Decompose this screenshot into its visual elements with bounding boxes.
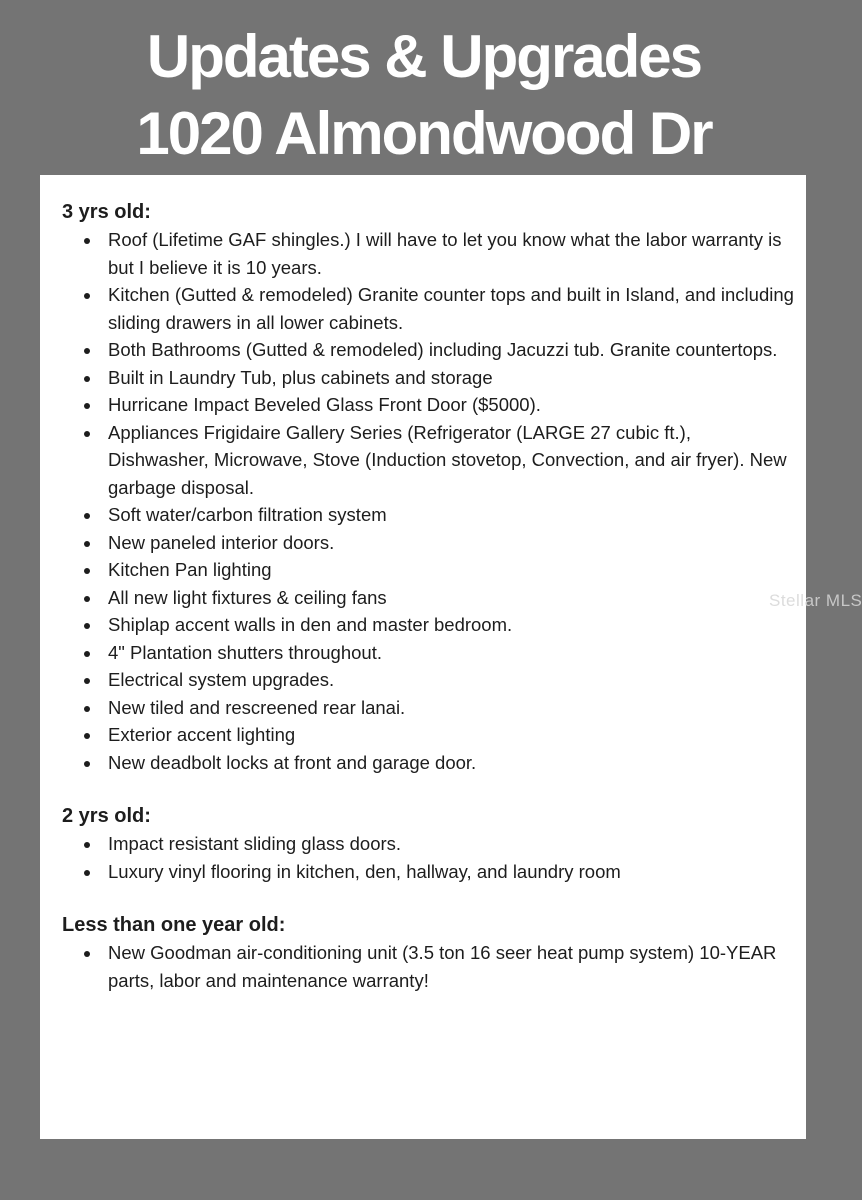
section-3-yrs-old bbox=[62, 198, 794, 776]
stellar-mls-watermark: Stellar MLS bbox=[769, 591, 862, 610]
section-less-than-one-year-old bbox=[62, 911, 794, 994]
upgrade-list bbox=[62, 830, 794, 885]
upgrade-item: • Kitchen Pan lighting bbox=[102, 556, 794, 584]
upgrade-item: • Luxury vinyl flooring in kitchen, den, hallway, and laundry room bbox=[102, 858, 794, 886]
flyer-title-line2: 1020 Almondwood Dr bbox=[136, 100, 712, 167]
section-heading: 3 yrs old: bbox=[62, 201, 151, 223]
upgrade-item: • Soft water/carbon filtration system bbox=[102, 501, 794, 529]
upgrade-item: • 4" Plantation shutters throughout. bbox=[102, 639, 794, 667]
upgrade-item: • All new light fixtures & ceiling fans bbox=[102, 584, 794, 612]
upgrade-item: • Kitchen (Gutted & remodeled) Granite counter tops and built in Island, and including sliding drawers in all lower cabinets. bbox=[102, 281, 794, 336]
upgrade-item: • New tiled and rescreened rear lanai. bbox=[102, 694, 794, 722]
content-card bbox=[40, 175, 806, 1139]
flyer-header bbox=[0, 0, 848, 172]
section-heading: 2 yrs old: bbox=[62, 805, 151, 827]
upgrade-item: • Built in Laundry Tub, plus cabinets and storage bbox=[102, 364, 794, 392]
upgrade-list bbox=[62, 939, 794, 994]
upgrade-item: • New paneled interior doors. bbox=[102, 529, 794, 557]
upgrade-item: • Hurricane Impact Beveled Glass Front Door ($5000). bbox=[102, 391, 794, 419]
upgrade-item: • New deadbolt locks at front and garage door. bbox=[102, 749, 794, 777]
section-heading: Less than one year old: bbox=[62, 914, 286, 936]
upgrade-item: • New Goodman air-conditioning unit (3.5 ton 16 seer heat pump system) 10-YEAR parts, labor and maintenance warranty! bbox=[102, 939, 794, 994]
upgrade-item: • Appliances Frigidaire Gallery Series (Refrigerator (LARGE 27 cubic ft.), Dishwasher, Microwave, Stove (Induction stovetop, Convection, and air fryer). New garbage disposal. bbox=[102, 419, 794, 502]
upgrade-item: • Impact resistant sliding glass doors. bbox=[102, 830, 794, 858]
upgrade-item: • Roof (Lifetime GAF shingles.) I will have to let you know what the labor warranty is but I believe it is 10 years. bbox=[102, 226, 794, 281]
flyer-title-line1: Updates & Upgrades bbox=[146, 23, 702, 90]
upgrade-item: • Electrical system upgrades. bbox=[102, 666, 794, 694]
upgrade-item: • Both Bathrooms (Gutted & remodeled) including Jacuzzi tub. Granite countertops. bbox=[102, 336, 794, 364]
upgrade-list bbox=[62, 226, 794, 776]
upgrade-item: • Exterior accent lighting bbox=[102, 721, 794, 749]
upgrade-item: • Shiplap accent walls in den and master bedroom. bbox=[102, 611, 794, 639]
section-2-yrs-old bbox=[62, 802, 794, 885]
